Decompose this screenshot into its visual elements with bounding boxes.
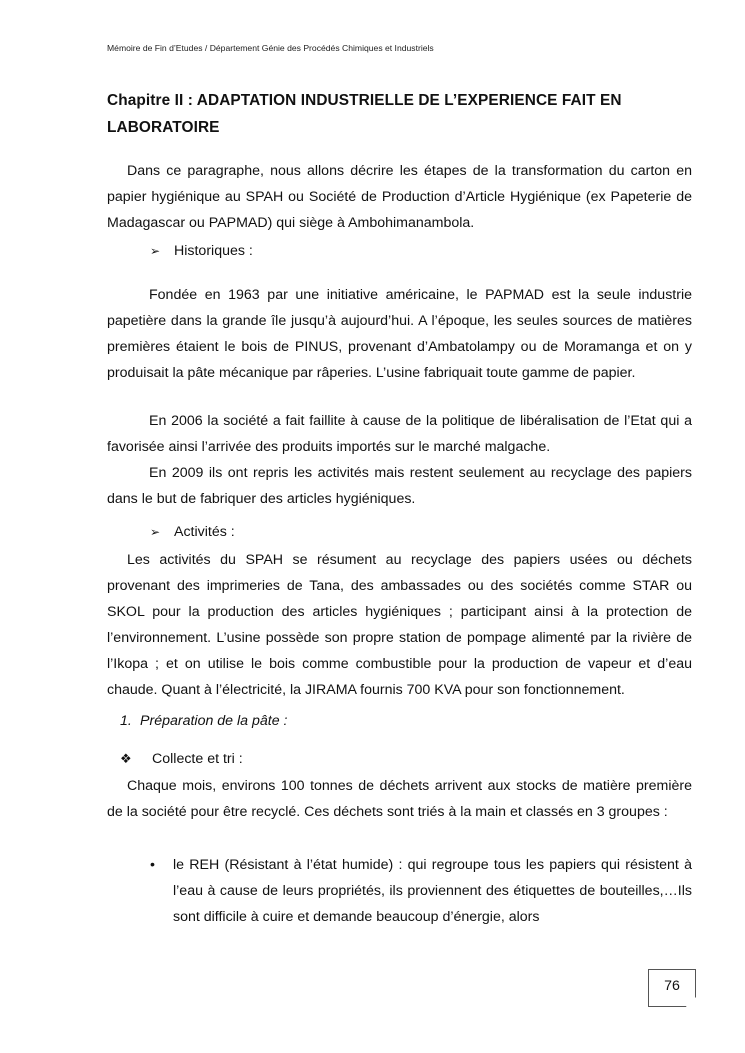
list-item-text: le REH (Résistant à l’état humide) : qui regroupe tous les papiers qui résistent à l’eau à cause de leurs propriétés, ils proviennent des étiquettes de bouteilles,…Ils sont difficile à cuire et demande beaucoup d’énergie, alors [173,857,692,925]
list-item [150,852,692,930]
dot-bullet-icon: • [150,857,155,873]
diamond-bullet-icon: ❖ [120,751,132,766]
running-header: Mémoire de Fin d’Etudes / Département Génie des Procédés Chimiques et Industriels [107,43,434,53]
activites-label: Activités : [174,524,235,540]
section-number: 1. [120,713,132,729]
arrow-bullet-icon: ➢ [150,244,161,258]
chapter-title: Chapitre II : ADAPTATION INDUSTRIELLE DE L’EXPERIENCE FAIT EN LABORATOIRE [107,92,622,136]
page-fold-corner [685,996,697,1008]
historiques-paragraph-1: Fondée en 1963 par une initiative américaine, le PAPMAD est la seule industrie papetière dans la grande île jusqu’à aujourd’hui. A l’époque, les seules sources de matières premières étaient le bois de PINUS, provenant d’Ambatolampy ou de Moramanga et on y produisait la pâte mécanique par râperies. L’usine fabriquait toute gamme de papier. [107,287,692,381]
page-number-box [648,969,696,1007]
collecte-paragraph: Chaque mois, environs 100 tonnes de déchets arrivent aux stocks de matière première de la société pour être recyclé. Ces déchets sont triés à la main et classés en 3 groupes : [107,778,692,820]
historiques-paragraph-3: En 2009 ils ont repris les activités mais restent seulement au recyclage des papiers dans le but de fabriquer des articles hygiéniques. [107,465,692,507]
historiques-label: Historiques : [174,243,253,259]
arrow-bullet-icon: ➢ [150,525,161,539]
activites-paragraph: Les activités du SPAH se résument au recyclage des papiers usées ou déchets provenant des imprimeries de Tana, des ambassades ou des sociétés comme STAR ou SKOL pour la production des articles hygiéniques ; participant ainsi à la protection de l’environnement. L’usine possède son propre station de pompage alimenté par la rivière de l’Ikopa ; et on utilise le bois comme combustible pour la production de vapeur et d’eau chaude. Quant à l’électricité, la JIRAMA fournis 700 KVA pour son fonctionnement. [107,552,692,698]
intro-paragraph: Dans ce paragraphe, nous allons décrire les étapes de la transformation du carton en papier hygiénique au SPAH ou Société de Production d’Article Hygiénique (ex Papeterie de Madagascar ou PAPMAD) qui siège à Ambohimanambola. [107,163,692,231]
historiques-paragraph-2: En 2006 la société a fait faillite à cause de la politique de libéralisation de l’Etat qui a favorisée ainsi l’arrivée des produits importés sur le marché malgache. [107,413,692,455]
section-heading-1 [120,713,288,729]
collecte-heading [120,751,243,767]
historiques-heading [150,243,253,259]
collecte-label: Collecte et tri : [152,751,243,767]
page-number: 76 [664,978,680,994]
activites-heading [150,524,235,540]
section-title: Préparation de la pâte : [140,713,288,729]
